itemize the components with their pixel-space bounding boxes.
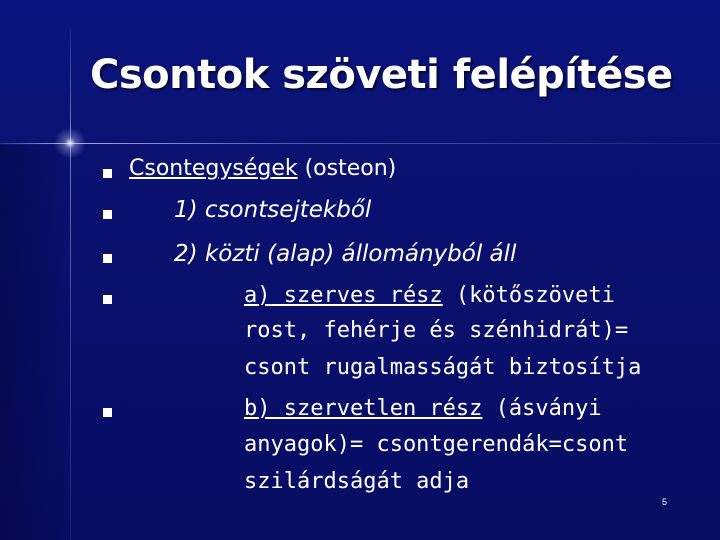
- bullet-4-rest: (kötőszöveti: [442, 283, 615, 308]
- bullet-1-rest: (osteon): [297, 156, 397, 181]
- bullet-square-icon: [103, 295, 112, 304]
- bullet-square-icon: [103, 254, 112, 263]
- bullet-5-line-1: [244, 396, 602, 421]
- bullet-1-underlined: Csontegységek: [129, 156, 298, 181]
- bullet-5-underlined: b) szervetlen rész: [244, 396, 483, 421]
- bullet-4-underlined: a) szerves rész: [244, 283, 443, 308]
- bullet-square-icon: [103, 169, 112, 178]
- bullet-square-icon: [103, 408, 112, 417]
- decorative-horizontal-line: [0, 143, 720, 144]
- bullet-2-text: 1) csontsejtekből: [174, 197, 372, 223]
- bullet-4-line-3: csont rugalmasságát biztosítja: [244, 355, 642, 380]
- slide-title: Csontok szöveti felépítése: [90, 52, 673, 98]
- decorative-vertical-line: [70, 30, 71, 540]
- bullet-5-line-3: szilárdságát adja: [244, 469, 470, 494]
- bullet-square-icon: [103, 210, 112, 219]
- bullet-3-text: 2) közti (alap) állományból áll: [174, 241, 517, 267]
- bullet-5-line-2: anyagok)= csontgerendák=csont: [244, 432, 629, 457]
- bullet-5-rest: (ásványi: [482, 396, 602, 421]
- bullet-4-line-2: rost, fehérje és szénhidrát)=: [244, 318, 629, 343]
- page-number: 5: [662, 497, 668, 507]
- bullet-1-text: [129, 156, 396, 181]
- decorative-sparkle: [54, 127, 86, 159]
- bullet-4-line-1: [244, 283, 615, 308]
